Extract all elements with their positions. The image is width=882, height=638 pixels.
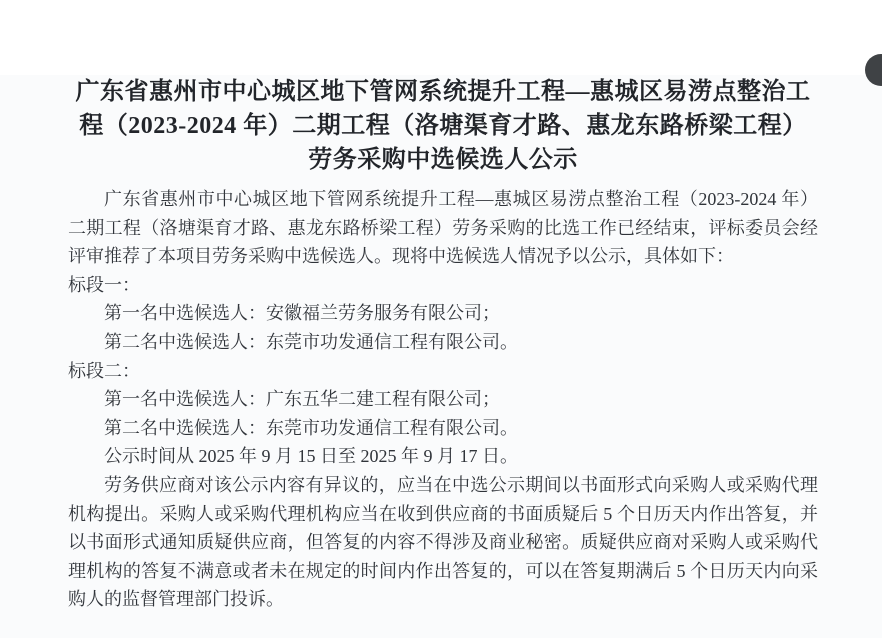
document-line: 劳务供应商对该公示内容有异议的，应当在中选公示期间以书面形式向采购人或采购代理 (104, 474, 818, 495)
title-line-1: 广东省惠州市中心城区地下管网系统提升工程—惠城区易涝点整治工 (75, 79, 811, 105)
document-title (68, 75, 818, 177)
document-line: 二期工程（洛塘渠育才路、惠龙东路桥梁工程）劳务采购的比选工作已经结束，评标委员会经 (68, 217, 818, 238)
document-line: 评审推荐了本项目劳务采购中选候选人。现将中选候选人情况予以公示，具体如下： (68, 246, 734, 267)
document-line: 机构提出。采购人或采购代理机构应当在收到供应商的书面质疑后 5 个日历天内作出答复，并 (68, 503, 818, 524)
document-line: 第二名中选候选人：东莞市功发通信工程有限公司。 (104, 417, 518, 438)
document-line: 购人的监督管理部门投诉。 (68, 589, 284, 610)
document-line: 标段一： (68, 274, 140, 295)
title-line-3: 劳务采购中选候选人公示 (308, 147, 578, 173)
document-body (68, 185, 818, 614)
corner-button-partial-circle[interactable] (865, 54, 882, 86)
document-line: 第一名中选候选人：安徽福兰劳务服务有限公司； (104, 303, 500, 324)
document-line: 广东省惠州市中心城区地下管网系统提升工程—惠城区易涝点整治工程（2023-2024 年） (104, 189, 818, 209)
document-line: 理机构的答复不满意或者未在规定的时间内作出答复的，可以在答复期满后 5 个日历天内向采 (68, 560, 818, 581)
document-line: 标段二： (68, 360, 140, 381)
scanned-document-page (0, 75, 882, 638)
document-line: 第一名中选候选人：广东五华二建工程有限公司； (104, 389, 500, 410)
document-line: 第二名中选候选人：东莞市功发通信工程有限公司。 (104, 331, 518, 352)
document-line: 以书面形式通知质疑供应商，但答复的内容不得涉及商业秘密。质疑供应商对采购人或采购代 (68, 532, 818, 553)
title-line-2: 程（2023-2024 年）二期工程（洛塘渠育才路、惠龙东路桥梁工程） (79, 113, 807, 139)
document-line: 公示时间从 2025 年 9 月 15 日至 2025 年 9 月 17 日。 (104, 446, 518, 467)
